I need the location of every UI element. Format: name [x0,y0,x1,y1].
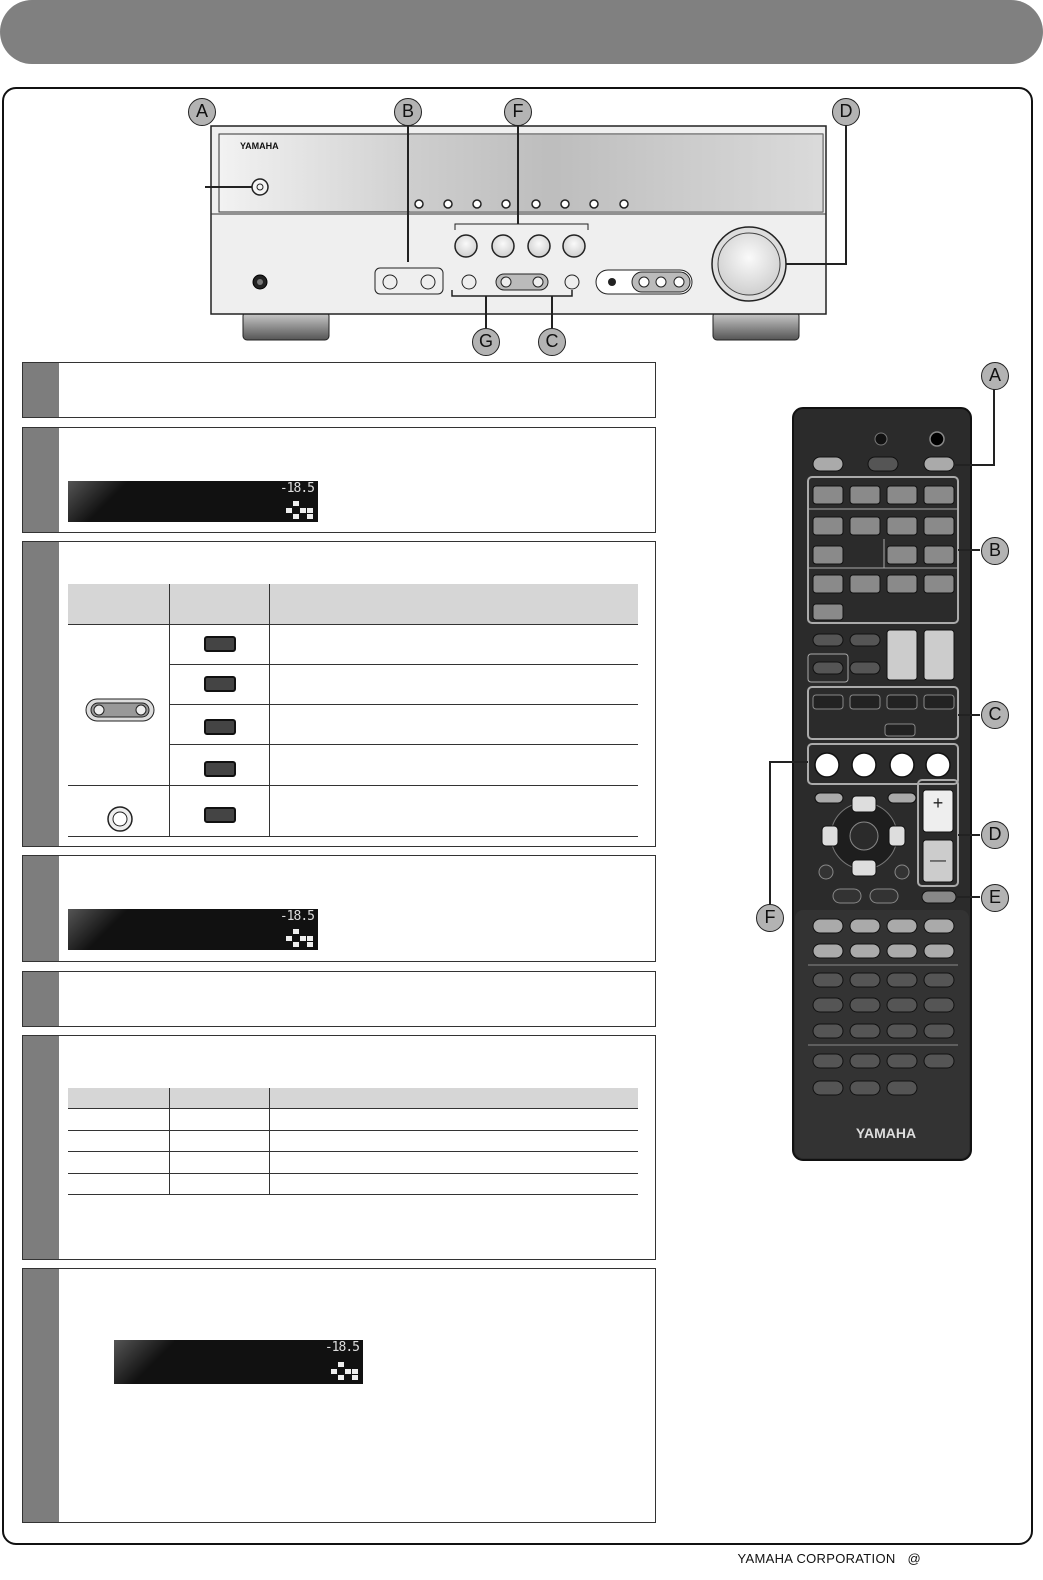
display-readout: -18.5 [279,909,314,924]
callout-a-front: A [188,98,216,126]
remote-vol-minus: — [930,852,946,869]
footer-mark: @ [907,1551,921,1566]
callout-c-remote: C [981,701,1009,729]
step-tab [23,363,59,417]
remote-key-icon [204,761,236,777]
callout-a-remote: A [981,362,1009,390]
step-box-3 [22,541,656,847]
table-header [68,1088,638,1108]
step-tab [23,428,59,532]
step-box-7 [22,1268,656,1523]
step-box-2 [22,427,656,533]
step-tab [23,1269,59,1522]
remote-key-icon [204,807,236,823]
footer-company [738,1551,921,1566]
step-box-6 [22,1035,656,1260]
panel-selector-button-icon [85,698,155,722]
front-display [114,1340,363,1384]
step-tab [23,856,59,961]
display-readout: -18.5 [324,1340,359,1355]
step-box-5 [22,971,656,1027]
display-readout: -18.5 [279,481,314,496]
remote-control [755,360,1025,1170]
callout-f-remote: F [756,904,784,932]
remote-key-icon [204,636,236,652]
front-display [68,909,318,950]
footer-company-name: YAMAHA CORPORATION [737,1551,896,1566]
remote-key-icon [204,676,236,692]
step-tab [23,1036,59,1259]
step-box-4 [22,855,656,962]
callout-f-front: F [504,98,532,126]
remote-key-icon [204,719,236,735]
callout-c-front: C [538,328,566,356]
callout-d-remote: D [981,821,1009,849]
table-header [68,584,638,624]
receiver-brand-logo: YAMAHA [240,141,279,151]
step-box-1 [22,362,656,418]
header-bar [0,0,1043,64]
callout-g-front: G [472,328,500,356]
callout-b-remote: B [981,537,1009,565]
remote-brand-logo: YAMAHA [855,1125,917,1141]
callout-e-remote: E [981,884,1009,912]
receiver-front-panel [205,92,875,352]
remote-vol-plus: + [932,793,944,813]
front-display [68,481,318,522]
panel-round-button-icon [105,804,135,834]
step-tab [23,972,59,1026]
callout-d-front: D [832,98,860,126]
step-tab [23,542,59,846]
callout-b-front: B [394,98,422,126]
